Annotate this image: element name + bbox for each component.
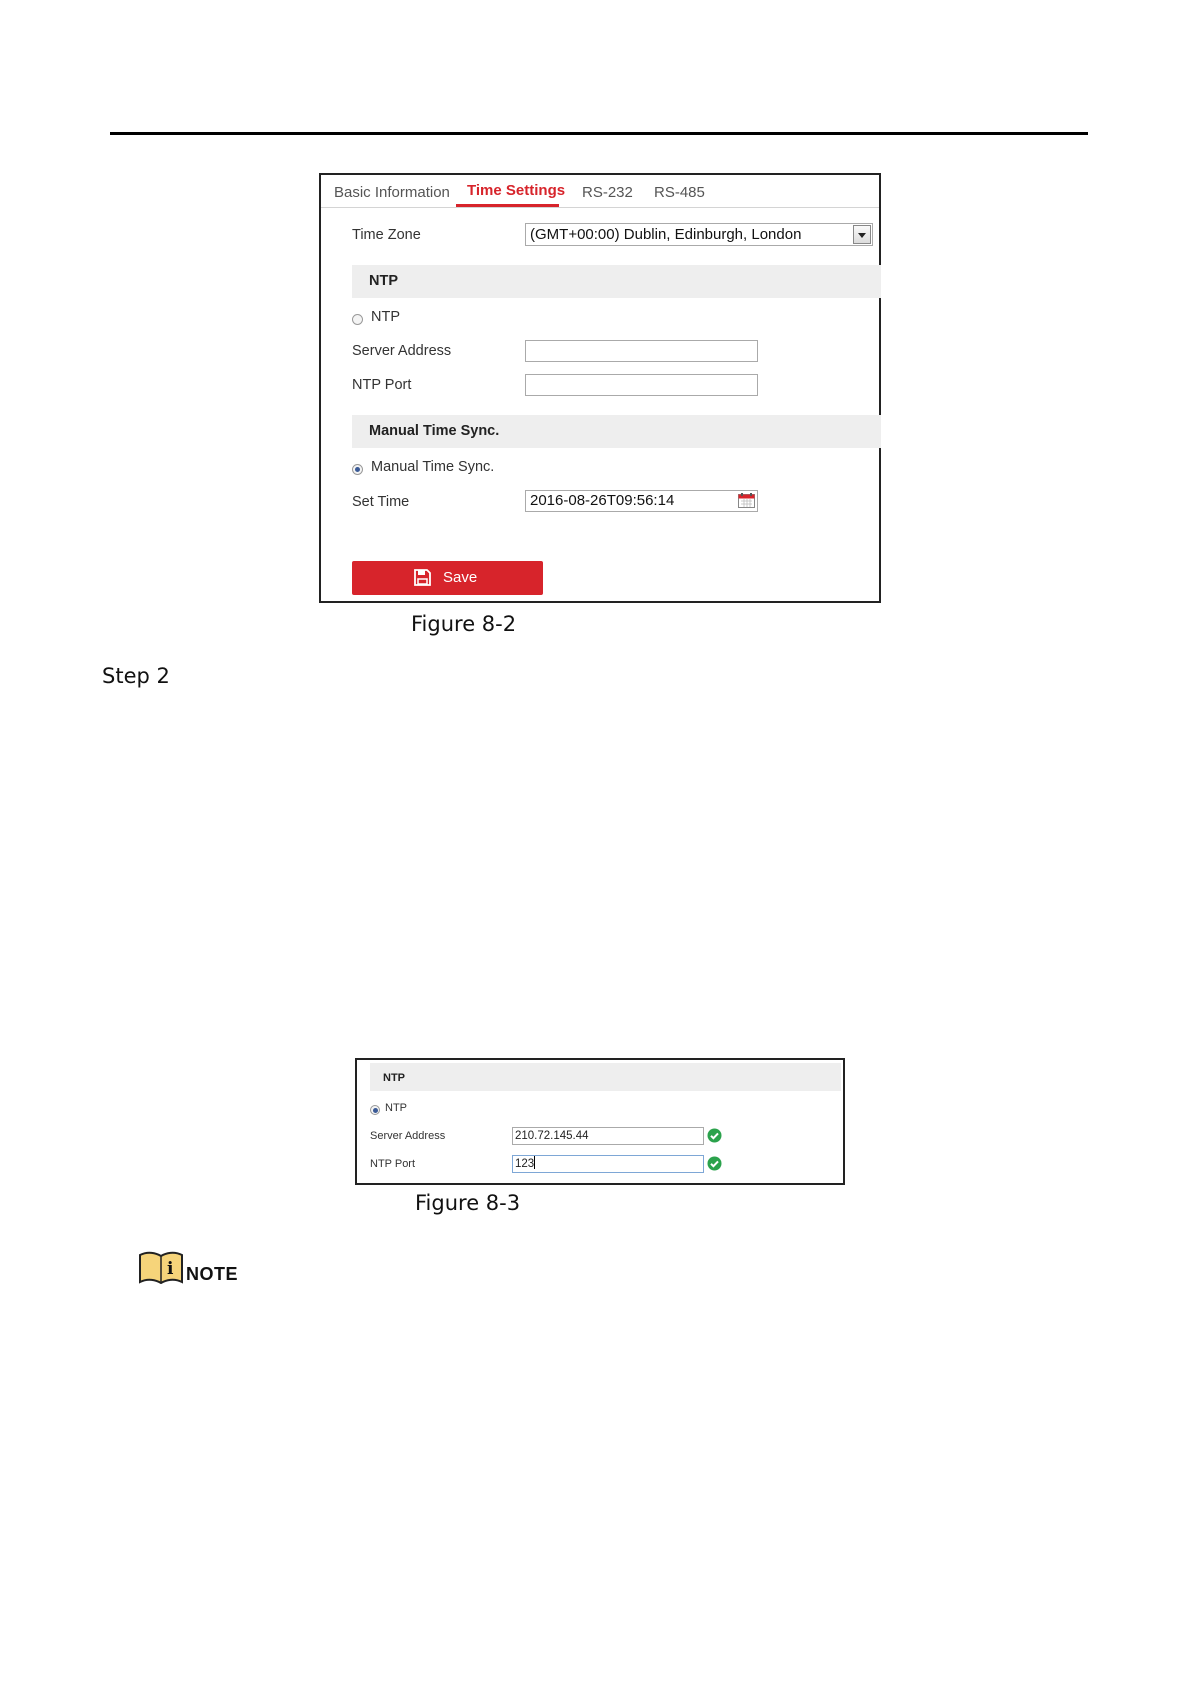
tab-time-settings[interactable]: Time Settings	[467, 182, 566, 199]
header-rule	[110, 132, 1088, 135]
tab-rs-485[interactable]: RS-485	[654, 184, 705, 201]
server-address-input[interactable]: 210.72.145.44	[512, 1127, 704, 1145]
ntp-port-input[interactable]	[512, 1155, 704, 1173]
tab-bar	[321, 175, 879, 208]
ntp-section-header	[370, 1063, 841, 1091]
figure-caption-8-2: Figure 8-2	[411, 612, 517, 636]
ntp-radio-label: NTP	[371, 309, 400, 325]
manual-time-sync-section-title: Manual Time Sync.	[369, 423, 500, 439]
ntp-section-title: NTP	[369, 273, 398, 289]
ntp-port-label: NTP Port	[352, 377, 412, 393]
server-address-label: Server Address	[352, 343, 452, 359]
set-time-label: Set Time	[352, 494, 410, 510]
server-address-label: Server Address	[370, 1130, 446, 1142]
time-zone-select[interactable]	[525, 223, 873, 246]
ntp-section-title: NTP	[383, 1072, 405, 1084]
active-tab-indicator	[456, 204, 559, 207]
check-circle-icon	[707, 1156, 722, 1171]
time-settings-panel	[319, 173, 881, 603]
figure-caption-8-3: Figure 8-3	[415, 1191, 521, 1215]
time-zone-label: Time Zone	[352, 227, 421, 243]
ntp-port-label: NTP Port	[370, 1158, 416, 1170]
ntp-port-value: 123	[515, 1158, 535, 1170]
ntp-section-header	[352, 265, 881, 298]
save-button-label: Save	[443, 569, 478, 586]
manual-time-sync-radio-label: Manual Time Sync.	[371, 459, 495, 475]
ntp-port-input[interactable]	[525, 374, 758, 396]
tab-basic-information[interactable]: Basic Information	[334, 184, 450, 201]
save-button[interactable]	[352, 561, 543, 595]
info-book-icon	[138, 1250, 184, 1284]
floppy-disk-icon	[414, 569, 431, 586]
set-time-value: 2016-08-26T09:56:14	[530, 492, 675, 509]
svg-text:i: i	[167, 1259, 174, 1279]
ntp-radio[interactable]	[370, 1105, 380, 1115]
step-label: Step 2	[102, 664, 170, 688]
manual-time-sync-section-header	[352, 415, 881, 448]
tab-rs-232[interactable]: RS-232	[582, 184, 633, 201]
chevron-down-icon[interactable]	[853, 225, 871, 244]
text-caret	[534, 1156, 535, 1169]
ntp-radio[interactable]	[352, 314, 363, 325]
server-address-input[interactable]	[525, 340, 758, 362]
calendar-icon[interactable]	[738, 493, 755, 508]
note-label: NOTE	[186, 1264, 239, 1284]
set-time-input[interactable]	[525, 490, 758, 512]
ntp-settings-panel	[355, 1058, 845, 1185]
ntp-radio-label: NTP	[385, 1102, 407, 1114]
check-circle-icon	[707, 1128, 722, 1143]
manual-time-sync-radio[interactable]	[352, 464, 363, 475]
time-zone-value: (GMT+00:00) Dublin, Edinburgh, London	[530, 226, 802, 243]
